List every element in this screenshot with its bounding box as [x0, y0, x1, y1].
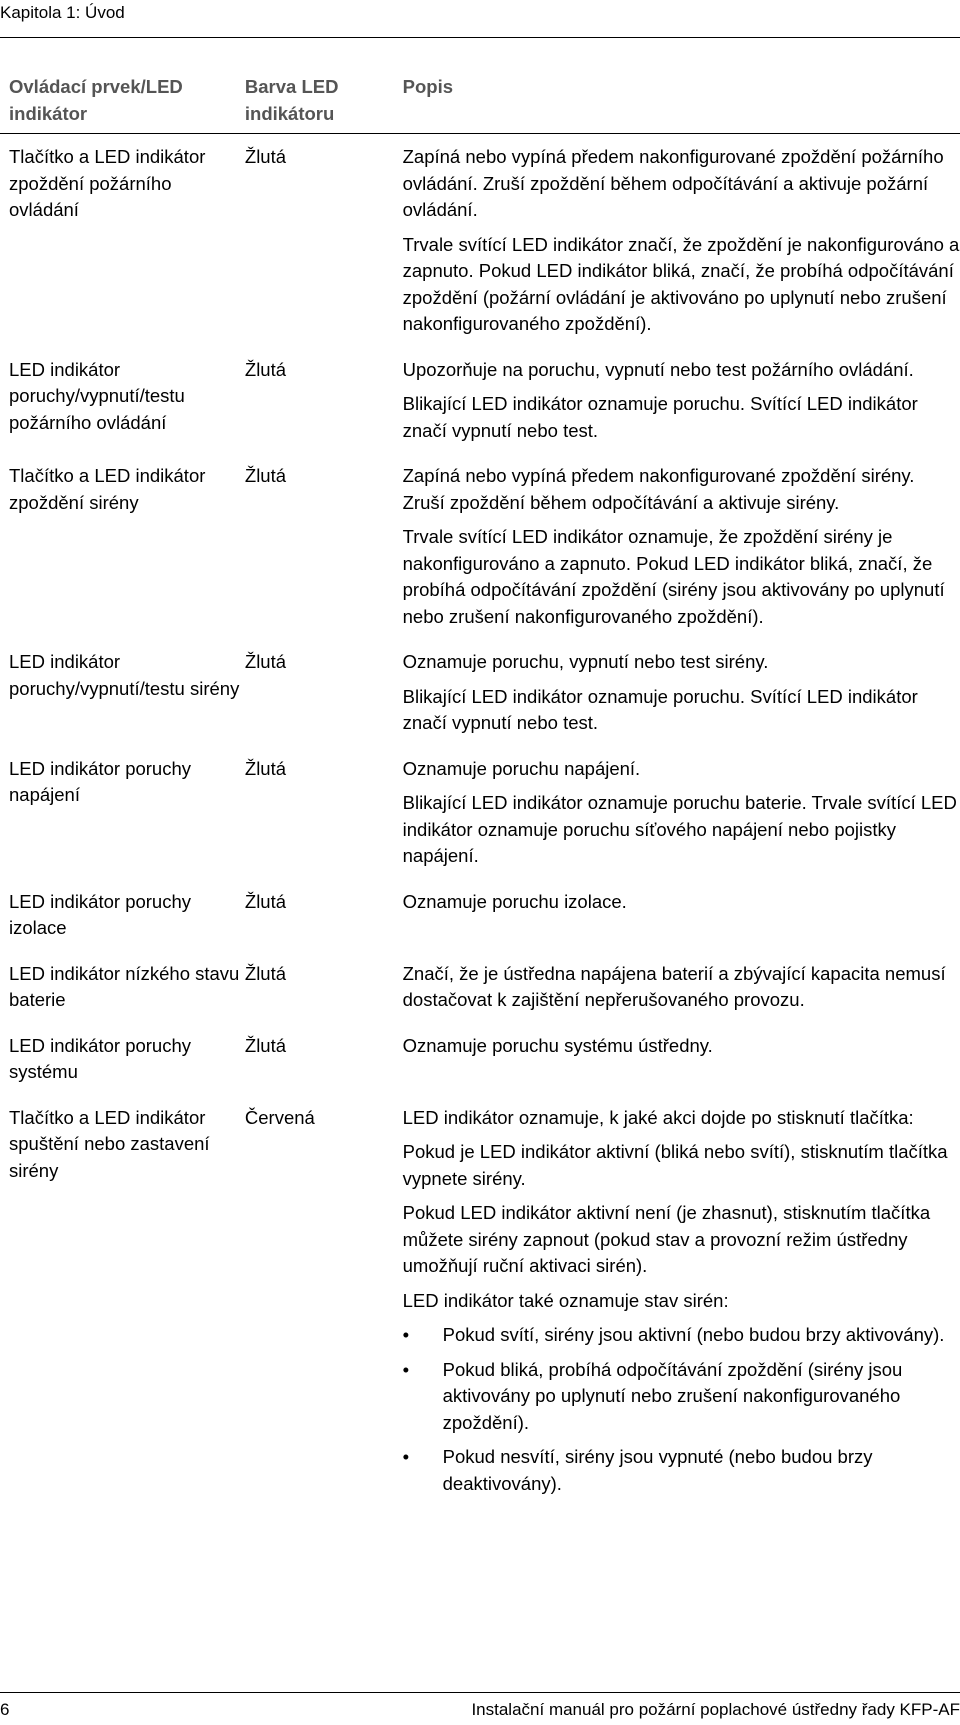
table-row — [0, 348, 960, 455]
table-row — [0, 640, 960, 747]
footer-title: Instalační manuál pro požární poplachové ústředny řady KFP-AF — [471, 1700, 960, 1719]
controls-table — [0, 74, 960, 1515]
header-divider — [0, 37, 960, 38]
description-cell — [403, 880, 960, 952]
table-row — [0, 1096, 960, 1516]
led-color: Žlutá — [244, 1034, 287, 1056]
description-text: Oznamuje poruchu systému ústředny. — [402, 1034, 713, 1056]
description-text: Blikající LED indikátor oznamuje poruchu baterie. Trvale svítící LED indikátor oznamuje poruchu síťového napájení nebo pojistky napájení. — [402, 792, 957, 866]
table-row — [0, 880, 960, 952]
column-header-color: Barva LED indikátoru — [244, 76, 339, 124]
description-text: LED indikátor oznamuje, k jaké akci dojde po stisknutí tlačítka: — [402, 1106, 914, 1128]
description-text: Zapíná nebo vypíná předem nakonfigurované zpoždění sirény. Zruší zpoždění během odpočítávání a aktivuje sirény. — [402, 465, 915, 513]
column-header-control: Ovládací prvek/LED indikátor — [9, 76, 183, 124]
table-header-row — [0, 74, 960, 134]
description-text: Značí, že je ústředna napájena baterií a zbývající kapacita nemusí dostačovat k zajištění nepřerušovaného provozu. — [402, 962, 946, 1010]
description-cell — [403, 348, 960, 455]
led-color: Červená — [244, 1106, 315, 1128]
description-text: Blikající LED indikátor oznamuje poruchu. Svítící LED indikátor značí vypnutí nebo test. — [402, 685, 918, 733]
siren-status-list — [403, 1322, 960, 1497]
description-text: Pokud je LED indikátor aktivní (bliká nebo svítí), stisknutím tlačítka vypnete sirény. — [402, 1141, 948, 1189]
description-text: Trvale svítící LED indikátor značí, že zpoždění je nakonfigurováno a zapnuto. Pokud LED indikátor bliká, značí, že probíhá odpočítávání zpoždění (požární ovládání je aktivováno po uplynutí nebo zrušení nakonfigurovaného zpoždění). — [402, 233, 960, 334]
description-cell — [403, 454, 960, 640]
table-row — [0, 454, 960, 640]
control-name: Tlačítko a LED indikátor zpoždění sirény — [9, 465, 206, 513]
description-text: Oznamuje poruchu izolace. — [402, 890, 627, 912]
control-name: LED indikátor poruchy izolace — [9, 890, 192, 938]
description-cell — [403, 1096, 960, 1516]
table-row — [0, 1024, 960, 1096]
description-cell — [403, 134, 960, 348]
description-text: Upozorňuje na poruchu, vypnutí nebo test požárního ovládání. — [402, 358, 914, 380]
bullet-icon: • — [402, 1358, 410, 1380]
control-name: LED indikátor poruchy napájení — [9, 757, 192, 805]
description-text: Trvale svítící LED indikátor oznamuje, že zpoždění sirény je nakonfigurováno a zapnuto. Pokud LED indikátor bliká, značí, že probíhá odpočítávání zpoždění (sirény jsou aktivovány po uplynutí nebo zrušení nakonfigurovaného zpoždění). — [402, 526, 945, 627]
table-row — [0, 952, 960, 1024]
control-name: LED indikátor nízkého stavu baterie — [9, 962, 240, 1010]
bullet-icon: • — [402, 1324, 410, 1345]
table-row — [0, 134, 960, 348]
list-item — [403, 1444, 960, 1497]
led-color: Žlutá — [244, 146, 287, 167]
bullet-icon: • — [402, 1446, 410, 1467]
list-item-text: Pokud svítí, sirény jsou aktivní (nebo budou brzy aktivovány). — [442, 1324, 945, 1345]
description-text: LED indikátor také oznamuje stav sirén: — [402, 1289, 729, 1311]
description-text: Oznamuje poruchu, vypnutí nebo test sirény. — [402, 651, 769, 672]
led-color: Žlutá — [244, 757, 287, 779]
led-color: Žlutá — [244, 358, 287, 380]
led-color: Žlutá — [244, 651, 287, 672]
control-name: Tlačítko a LED indikátor zpoždění požárního ovládání — [9, 146, 206, 220]
description-cell — [403, 952, 960, 1024]
list-item-text: Pokud nesvítí, sirény jsou vypnuté (nebo budou brzy deaktivovány). — [442, 1446, 873, 1494]
table-row — [0, 747, 960, 880]
list-item — [403, 1357, 960, 1437]
control-name: LED indikátor poruchy systému — [9, 1034, 192, 1082]
description-cell — [403, 1024, 960, 1096]
page-number: 6 — [0, 1700, 10, 1719]
description-text: Pokud LED indikátor aktivní není (je zhasnut), stisknutím tlačítka můžete sirény zapnout (pokud stav a provozní režim ústředny umožňují ruční aktivaci sirén). — [402, 1202, 931, 1276]
control-name: Tlačítko a LED indikátor spuštění nebo zastavení sirény — [9, 1106, 210, 1181]
control-name: LED indikátor poruchy/vypnutí/testu požárního ovládání — [9, 358, 185, 433]
description-text: Oznamuje poruchu napájení. — [402, 757, 641, 779]
led-color: Žlutá — [244, 890, 287, 912]
list-item — [403, 1322, 960, 1349]
description-cell — [403, 640, 960, 747]
column-header-description: Popis — [402, 76, 453, 97]
control-name: LED indikátor poruchy/vypnutí/testu sirény — [9, 651, 240, 699]
led-color: Žlutá — [244, 465, 287, 486]
chapter-header: Kapitola 1: Úvod — [0, 3, 125, 22]
led-color: Žlutá — [244, 962, 287, 984]
description-text: Zapíná nebo vypíná předem nakonfigurované zpoždění požárního ovládání. Zruší zpoždění během odpočítávání a aktivuje požární ovládání. — [402, 146, 944, 220]
list-item-text: Pokud bliká, probíhá odpočítávání zpoždění (sirény jsou aktivovány po uplynutí nebo zrušení nakonfigurovaného zpoždění). — [442, 1358, 903, 1433]
footer-divider — [0, 1692, 960, 1693]
description-text: Blikající LED indikátor oznamuje poruchu. Svítící LED indikátor značí vypnutí nebo test. — [402, 393, 918, 441]
description-cell — [403, 747, 960, 880]
